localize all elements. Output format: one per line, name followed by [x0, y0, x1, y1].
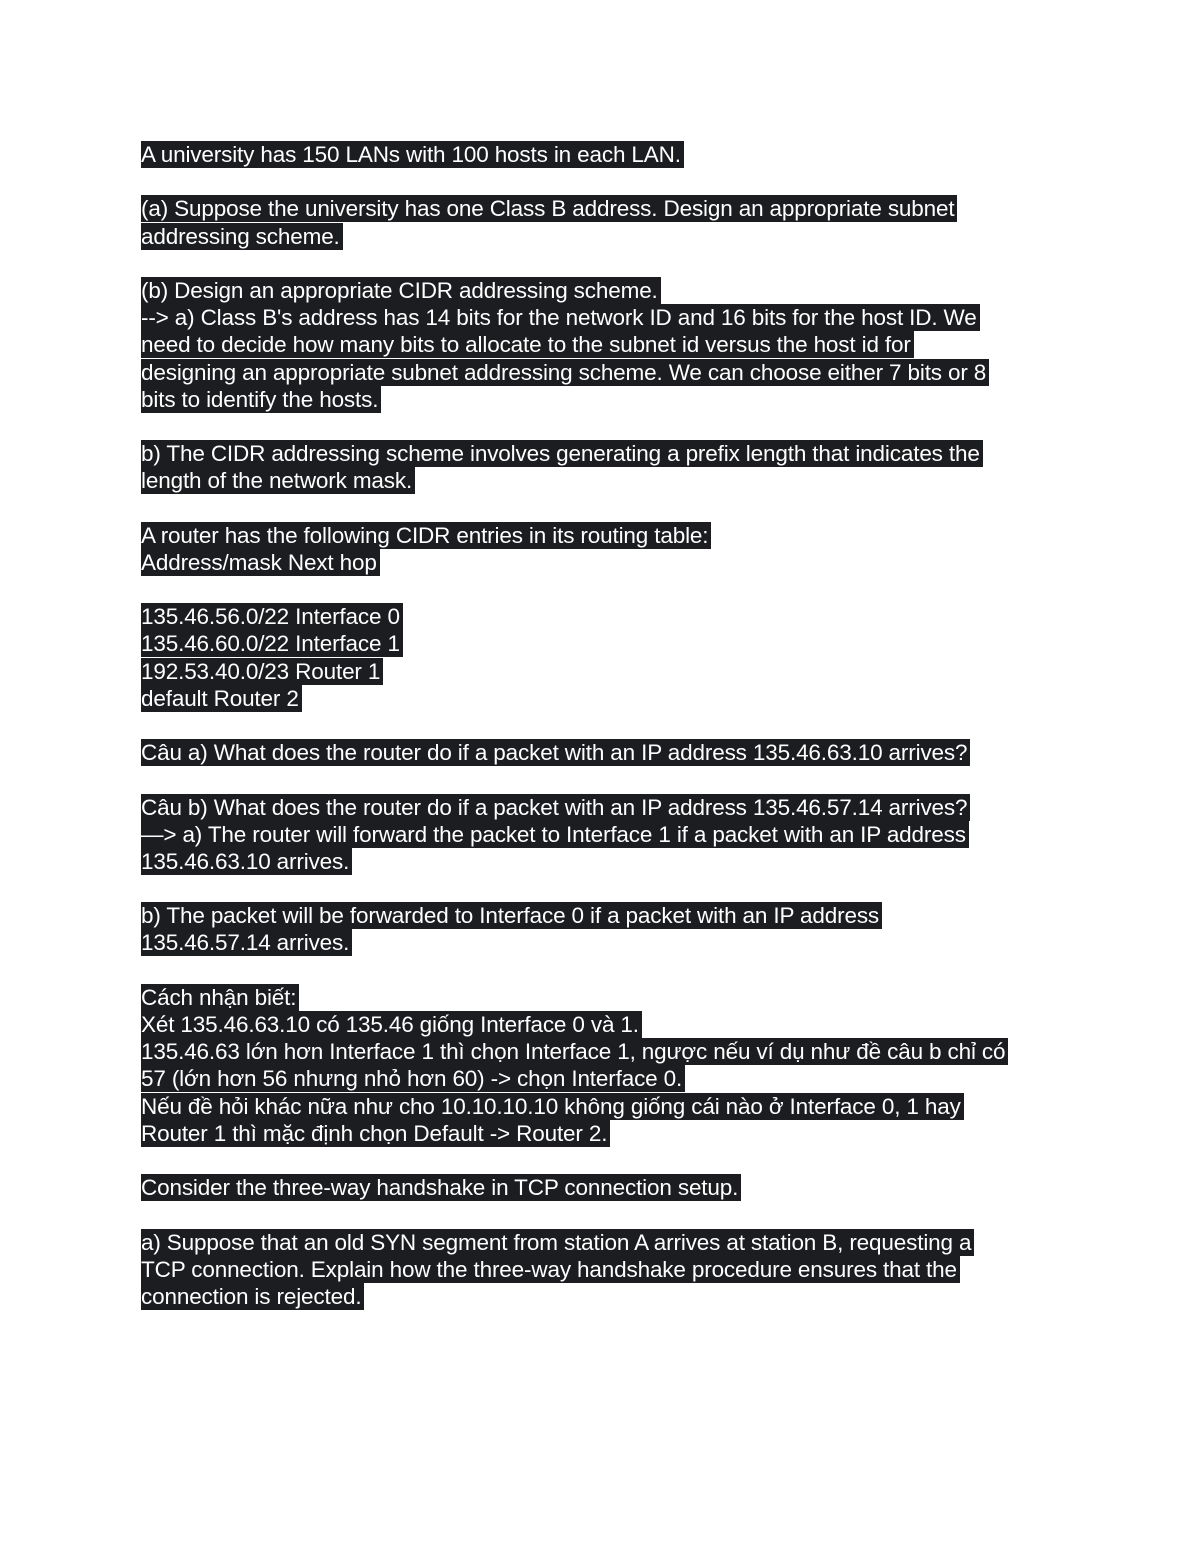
- text-line: Consider the three-way handshake in TCP connection setup.: [141, 1174, 741, 1201]
- text-line: b) The CIDR addressing scheme involves generating a prefix length that indicates the: [141, 440, 983, 467]
- text-line: Xét 135.46.63.10 có 135.46 giống Interface 0 và 1.: [141, 1011, 642, 1038]
- text-line: A router has the following CIDR entries in its routing table:: [141, 522, 711, 549]
- text-line: A university has 150 LANs with 100 hosts in each LAN.: [141, 141, 684, 168]
- text-line: Nếu đề hỏi khác nữa như cho 10.10.10.10 không giống cái nào ở Interface 0, 1 hay: [141, 1093, 964, 1120]
- paragraph-problem-intro: [141, 141, 1071, 168]
- text-line: connection is rejected.: [141, 1283, 364, 1310]
- text-line: b) The packet will be forwarded to Interface 0 if a packet with an IP address: [141, 902, 882, 929]
- paragraph-router-question-a: [141, 739, 1071, 766]
- text-line: bits to identify the hosts.: [141, 386, 381, 413]
- text-line: 135.46.63.10 arrives.: [141, 848, 352, 875]
- paragraph-router-answer-b: [141, 902, 1071, 956]
- routing-entry: 192.53.40.0/23 Router 1: [141, 658, 383, 685]
- text-line: --> a) Class B's address has 14 bits for the network ID and 16 bits for the host ID. We: [141, 304, 980, 331]
- text-line: addressing scheme.: [141, 223, 343, 250]
- paragraph-tcp-intro: [141, 1174, 1071, 1201]
- routing-entry: 135.46.60.0/22 Interface 1: [141, 630, 403, 657]
- text-line: need to decide how many bits to allocate to the subnet id versus the host id for: [141, 331, 914, 358]
- paragraph-tcp-question-a: [141, 1229, 1071, 1311]
- paragraph-question-a: [141, 195, 1071, 249]
- text-line: length of the network mask.: [141, 467, 415, 494]
- text-line: Cách nhận biết:: [141, 984, 299, 1011]
- text-line: 135.46.57.14 arrives.: [141, 929, 352, 956]
- paragraph-answer-b: [141, 440, 1071, 494]
- text-line: (b) Design an appropriate CIDR addressing scheme.: [141, 277, 661, 304]
- paragraph-explanation: [141, 984, 1071, 1147]
- text-line: Router 1 thì mặc định chọn Default -> Router 2.: [141, 1120, 610, 1147]
- paragraph-router-intro: [141, 522, 1071, 576]
- routing-entry: default Router 2: [141, 685, 302, 712]
- text-line: Address/mask Next hop: [141, 549, 380, 576]
- document-body: [141, 141, 1071, 1337]
- text-line: TCP connection. Explain how the three-way handshake procedure ensures that the: [141, 1256, 960, 1283]
- text-line: Câu a) What does the router do if a packet with an IP address 135.46.63.10 arrives?: [141, 739, 970, 766]
- text-line: —> a) The router will forward the packet to Interface 1 if a packet with an IP address: [141, 821, 969, 848]
- text-line: 135.46.63 lớn hơn Interface 1 thì chọn Interface 1, ngược nếu ví dụ như đề câu b chỉ có: [141, 1038, 1008, 1065]
- text-line: (a) Suppose the university has one Class B address. Design an appropriate subnet: [141, 195, 957, 222]
- paragraph-router-question-b: [141, 794, 1071, 876]
- text-line: a) Suppose that an old SYN segment from station A arrives at station B, requesting a: [141, 1229, 974, 1256]
- routing-table-entries: [141, 603, 1071, 712]
- text-line: Câu b) What does the router do if a packet with an IP address 135.46.57.14 arrives?: [141, 794, 970, 821]
- text-line: designing an appropriate subnet addressing scheme. We can choose either 7 bits or 8: [141, 359, 989, 386]
- routing-entry: 135.46.56.0/22 Interface 0: [141, 603, 403, 630]
- paragraph-question-b-answer-a: [141, 277, 1071, 413]
- text-line: 57 (lớn hơn 56 nhưng nhỏ hơn 60) -> chọn Interface 0.: [141, 1065, 685, 1092]
